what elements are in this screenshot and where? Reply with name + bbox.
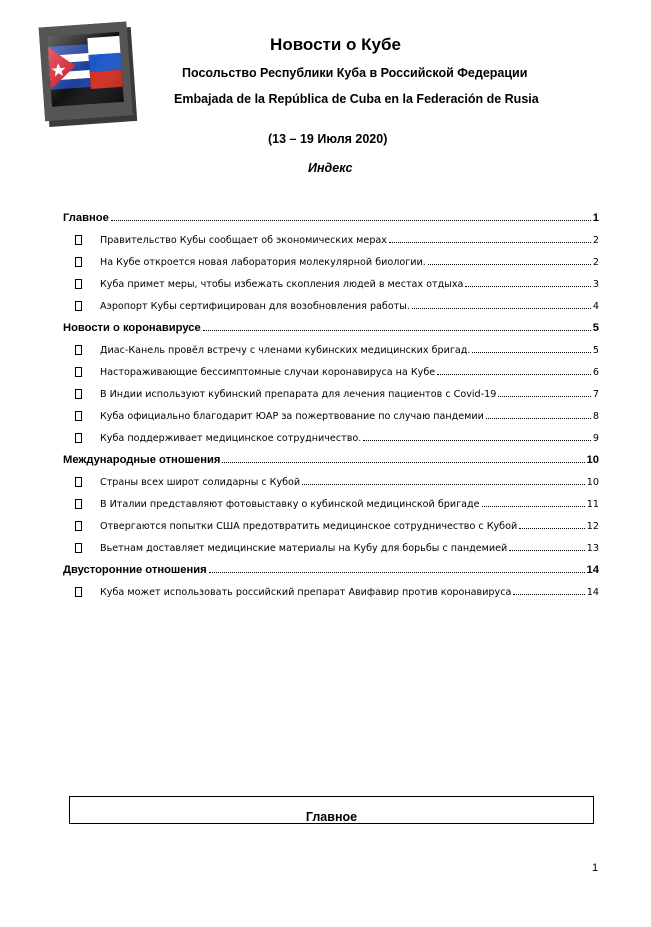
toc-label: Главное — [63, 212, 109, 224]
toc-page-number: 2 — [592, 257, 599, 268]
dot-leader — [513, 594, 584, 595]
dot-leader — [472, 352, 590, 353]
toc-label: Международные отношения — [63, 454, 221, 466]
toc-label: Настораживающие бессимптомные случаи коронавируса на Кубе — [100, 367, 436, 378]
section-header-box — [69, 796, 594, 824]
toc-page-number: 5 — [592, 345, 599, 356]
toc-label: В Индии используют кубинский препарата для лечения пациентов с Covid-19 — [100, 389, 497, 400]
toc-page-number: 14 — [586, 564, 599, 576]
toc-label: Отвергаются попытки США предотвратить медицинское сотрудничество с Кубой — [100, 521, 518, 532]
dot-leader — [203, 330, 591, 331]
dot-leader — [519, 528, 585, 529]
toc-page-number: 4 — [592, 301, 599, 312]
toc-section-row[interactable] — [63, 554, 599, 576]
dot-leader — [302, 484, 585, 485]
dot-leader — [111, 220, 591, 221]
toc-page-number: 3 — [592, 279, 599, 290]
bullet-box-icon — [75, 367, 82, 377]
toc-page-number: 9 — [592, 433, 599, 444]
document-title: Новости о Кубе — [270, 35, 401, 54]
toc-entry-row[interactable] — [63, 532, 599, 554]
toc-entry-row[interactable] — [63, 466, 599, 488]
dot-leader — [437, 374, 591, 375]
bullet-box-icon — [75, 279, 82, 289]
embassy-name-es: Embajada de la República de Cuba en la Federación de Rusia — [174, 92, 539, 106]
toc-page-number: 6 — [592, 367, 599, 378]
table-of-contents — [63, 202, 599, 598]
section-header-label: Главное — [305, 810, 358, 824]
toc-label: Куба примет меры, чтобы избежать скопления людей в местах отдыха — [100, 279, 464, 290]
toc-entry-row[interactable] — [63, 356, 599, 378]
toc-entry-row[interactable] — [63, 400, 599, 422]
toc-label: Правительство Кубы сообщает об экономических мерах — [100, 235, 387, 246]
toc-label: Куба официально благодарит ЮАР за пожертвование по случаю пандемии — [100, 411, 484, 422]
dot-leader — [465, 286, 591, 287]
toc-entry-row[interactable] — [63, 268, 599, 290]
bullet-box-icon — [75, 499, 82, 509]
toc-label: В Италии представляют фотовыставку о кубинской медицинской бригаде — [100, 499, 480, 510]
bullet-box-icon — [75, 433, 82, 443]
toc-label: На Кубе откроется новая лаборатория молекулярной биологии. — [100, 257, 426, 268]
toc-entry-row[interactable] — [63, 488, 599, 510]
bullet-box-icon — [75, 257, 82, 267]
toc-section-row[interactable] — [63, 202, 599, 224]
toc-page-number: 8 — [592, 411, 599, 422]
toc-label: Новости о коронавирусе — [63, 322, 201, 334]
bullet-box-icon — [75, 301, 82, 311]
embassy-name-ru: Посольство Республики Куба в Российской Федерации — [182, 66, 528, 80]
toc-page-number: 14 — [586, 587, 599, 598]
toc-entry-row[interactable] — [63, 510, 599, 532]
dot-leader — [222, 462, 584, 463]
bullet-box-icon — [75, 521, 82, 531]
toc-page-number: 7 — [592, 389, 599, 400]
dot-leader — [486, 418, 591, 419]
toc-entry-row[interactable] — [63, 576, 599, 598]
dot-leader — [509, 550, 585, 551]
dot-leader — [412, 308, 591, 309]
dot-leader — [498, 396, 591, 397]
toc-entry-row[interactable] — [63, 422, 599, 444]
toc-section-row[interactable] — [63, 312, 599, 334]
toc-page-number: 11 — [586, 499, 599, 510]
toc-label: Страны всех широт солидарны с Кубой — [100, 477, 301, 488]
bullet-box-icon — [75, 411, 82, 421]
toc-page-number: 13 — [586, 543, 599, 554]
toc-page-number: 10 — [586, 454, 599, 466]
bullet-box-icon — [75, 543, 82, 553]
toc-page-number: 10 — [586, 477, 599, 488]
date-range: (13 – 19 Июля 2020) — [268, 132, 388, 146]
toc-label: Куба поддерживает медицинское сотрудничество. — [100, 433, 362, 444]
toc-label: Аэропорт Кубы сертифицирован для возобновления работы. — [100, 301, 410, 312]
toc-entry-row[interactable] — [63, 334, 599, 356]
toc-entry-row[interactable] — [63, 246, 599, 268]
toc-entry-row[interactable] — [63, 290, 599, 312]
toc-section-row[interactable] — [63, 444, 599, 466]
toc-label: Диас-Канель провёл встречу с членами кубинских медицинских бригад. — [100, 345, 471, 356]
dot-leader — [482, 506, 585, 507]
bullet-box-icon — [75, 389, 82, 399]
toc-page-number: 1 — [592, 212, 599, 224]
toc-page-number: 12 — [586, 521, 599, 532]
bullet-box-icon — [75, 477, 82, 487]
bullet-box-icon — [75, 587, 82, 597]
toc-label: Вьетнам доставляет медицинские материалы на Кубу для борьбы с пандемией — [100, 543, 508, 554]
toc-page-number: 5 — [592, 322, 599, 334]
dot-leader — [428, 264, 591, 265]
index-heading: Индекс — [308, 161, 353, 175]
bullet-box-icon — [75, 345, 82, 355]
bullet-box-icon — [75, 235, 82, 245]
dot-leader — [363, 440, 591, 441]
toc-page-number: 2 — [592, 235, 599, 246]
dot-leader — [209, 572, 585, 573]
page-number: 1 — [592, 862, 599, 874]
toc-label: Куба может использовать российский препарат Авифавир против коронавируса — [100, 587, 512, 598]
dot-leader — [389, 242, 591, 243]
toc-entry-row[interactable] — [63, 378, 599, 400]
toc-label: Двусторонние отношения — [63, 564, 207, 576]
toc-entry-row[interactable] — [63, 224, 599, 246]
